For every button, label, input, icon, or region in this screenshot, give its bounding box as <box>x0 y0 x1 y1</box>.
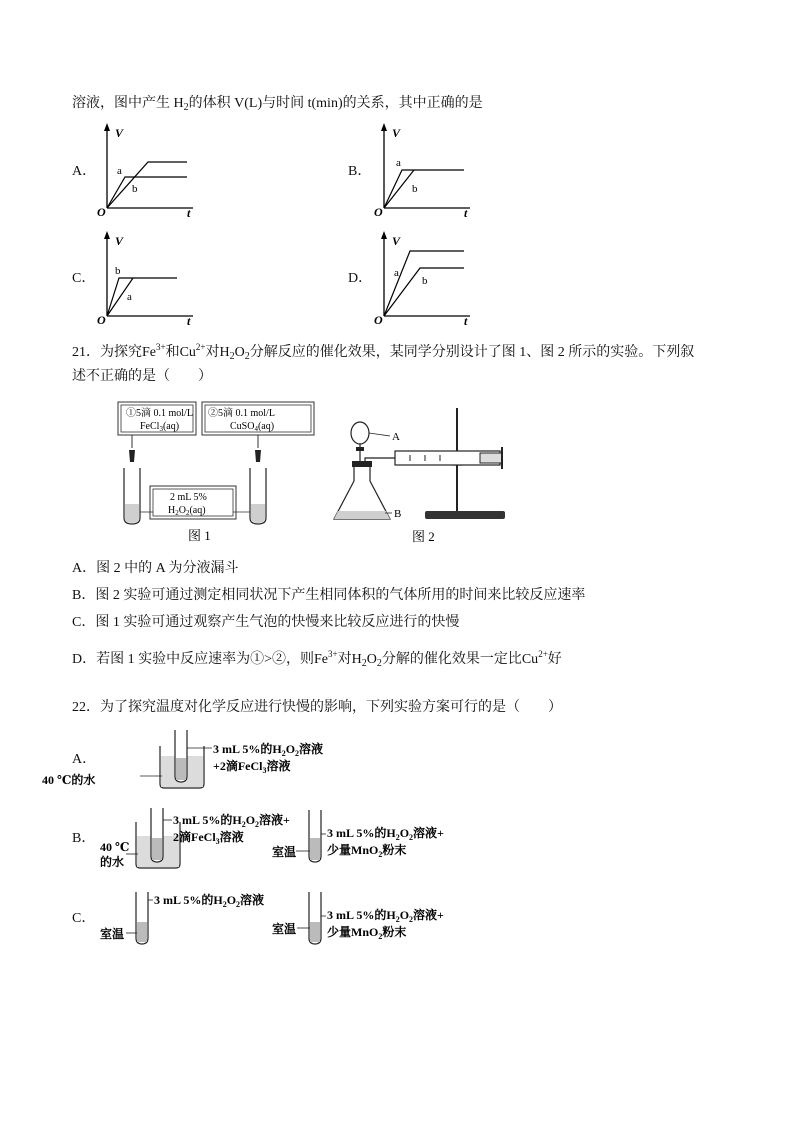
q22-option-a-diagram <box>42 726 340 796</box>
q22-option-b-diagram <box>100 804 460 876</box>
y-axis-arrow <box>381 231 387 239</box>
graph-c <box>95 228 205 328</box>
box-h2o2-line2: $H_2O_2(aq)$ <box>168 505 206 517</box>
curve-label-b: b <box>132 183 138 195</box>
q20-option-c: C． <box>72 271 96 286</box>
q21-stem-line1: 21．为探究$Fe^{3+}$和$Cu^{2+}$对$H_2O_2$分解反应的催化效果，某同学分别设计了图 1、图 2 所示的实验。下列叙 <box>72 342 695 362</box>
flask-liquid <box>334 511 390 519</box>
box-cuso4-line1: ②5滴 0.1 mol/L <box>208 408 275 419</box>
dropper-right <box>255 450 261 462</box>
q22-option-c-label: C． <box>72 911 96 926</box>
liquid-right <box>251 504 265 523</box>
room-temp-right: 室温 <box>272 922 297 936</box>
right-reagent-line1: 3 mL 5%的$H_2O_2$溶液+ <box>327 908 444 924</box>
y-axis-arrow <box>381 123 387 131</box>
tube-liquid <box>176 758 186 780</box>
right-reagent-line1: 3 mL 5%的$H_2O_2$溶液+ <box>327 826 444 842</box>
q22-stem: 22．为了探究温度对化学反应进行快慢的影响，下列实验方案可行的是（ ） <box>72 700 562 715</box>
y-axis-arrow <box>104 123 110 131</box>
room-temp-left: 室温 <box>100 927 125 941</box>
axis-label-t: t <box>464 206 468 220</box>
box-cuso4-line2: CuSO$_4$(aq) <box>230 421 275 433</box>
curve-b <box>107 177 187 208</box>
q20-option-d: D． <box>348 271 373 286</box>
figure-1 <box>118 400 318 545</box>
axis-label-v: V <box>392 234 401 248</box>
curve-label-b: b <box>115 265 121 277</box>
axis-label-v: V <box>115 126 124 140</box>
q21-option-d: D．若图 1 实验中反应速率为①>②，则$Fe^{3+}$对$H_2O_2$分解的催化效果一定比$Cu^{2+}$好 <box>72 649 562 669</box>
liquid-left <box>125 504 139 523</box>
stand-base <box>425 511 505 519</box>
curve-a <box>384 170 464 208</box>
dropper-left <box>129 450 135 462</box>
curve-label-b: b <box>412 183 418 195</box>
figure-2-caption: 图 2 <box>412 529 435 544</box>
origin-label: O <box>374 313 383 327</box>
tube-liquid-right <box>310 922 320 942</box>
curve-label-a: a <box>396 157 401 169</box>
label-b: B <box>394 508 402 520</box>
axis-label-v: V <box>392 126 401 140</box>
flask-stopper <box>352 461 372 467</box>
label-a: A <box>392 431 400 443</box>
right-reagent-line2: 少量MnO$_2$粉末 <box>327 925 407 941</box>
funnel-stopcock <box>356 447 364 451</box>
right-reagent-line2: 少量MnO$_2$粉末 <box>327 843 407 859</box>
q20-option-a: A． <box>72 164 97 179</box>
curve-label-b: b <box>422 275 428 287</box>
box-fecl3-line2: FeCl$_3$(aq) <box>140 421 180 433</box>
room-temp-label: 室温 <box>272 845 297 859</box>
conical-flask <box>334 465 390 519</box>
bath-label: 40 ℃的水 <box>42 773 96 787</box>
axis-label-t: t <box>187 206 191 220</box>
origin-label: O <box>97 205 106 219</box>
box-fecl3-line1: ①5滴 0.1 mol/L <box>126 408 193 419</box>
graph-a <box>95 120 205 220</box>
reagent-line1: 3 mL 5%的$H_2O_2$溶液 <box>213 742 324 758</box>
q21-stem-line2: 述不正确的是（ ） <box>72 369 212 384</box>
graph-b <box>372 120 482 220</box>
curve-label-a: a <box>394 267 399 279</box>
box-h2o2-line1: 2 mL 5% <box>170 492 207 503</box>
axis-label-v: V <box>115 234 124 248</box>
syringe-plunger <box>480 453 502 463</box>
curve-b <box>107 278 177 316</box>
tube-liquid-left <box>152 838 162 860</box>
axis-label-t: t <box>464 314 468 328</box>
leader-a <box>369 433 390 436</box>
curve-label-a: a <box>117 165 122 177</box>
y-axis-arrow <box>104 231 110 239</box>
origin-label: O <box>374 205 383 219</box>
q22-option-a-label: A． <box>72 752 97 767</box>
q22-option-b-label: B． <box>72 831 96 846</box>
curve-label-a: a <box>127 291 132 303</box>
left-reagent-line2: 2滴FeCl$_3$溶液 <box>173 830 244 846</box>
reagent-line2: +2滴FeCl$_3$溶液 <box>213 759 291 775</box>
figure-1-caption: 图 1 <box>188 528 211 543</box>
tube-liquid-left <box>137 922 147 942</box>
q21-option-c: C．图 1 实验可通过观察产生气泡的快慢来比较反应进行的快慢 <box>72 615 460 630</box>
graph-d <box>372 228 482 328</box>
origin-label: O <box>97 313 106 327</box>
q21-option-a: A．图 2 中的 A 为分液漏斗 <box>72 561 239 576</box>
tube-liquid-right <box>310 838 320 860</box>
figure-2 <box>330 403 520 545</box>
separatory-funnel <box>351 422 369 444</box>
question-intro: 溶液，图中产生 $H_2$的体积 V(L)与时间 t(min)的关系，其中正确的是 <box>72 96 483 113</box>
left-reagent-line1: 3 mL 5%的$H_2O_2$溶液+ <box>173 813 290 829</box>
left-reagent-line1: 3 mL 5%的$H_2O_2$溶液 <box>154 893 265 909</box>
q22-option-c-diagram <box>100 886 460 952</box>
q20-option-b: B． <box>348 164 372 179</box>
axis-label-t: t <box>187 314 191 328</box>
q21-option-b: B．图 2 实验可通过测定相同状况下产生相同体积的气体所用的时间来比较反应速率 <box>72 588 586 603</box>
bath-label-2: 的水 <box>100 855 125 869</box>
bath-label-1: 40 ℃ <box>100 840 130 854</box>
